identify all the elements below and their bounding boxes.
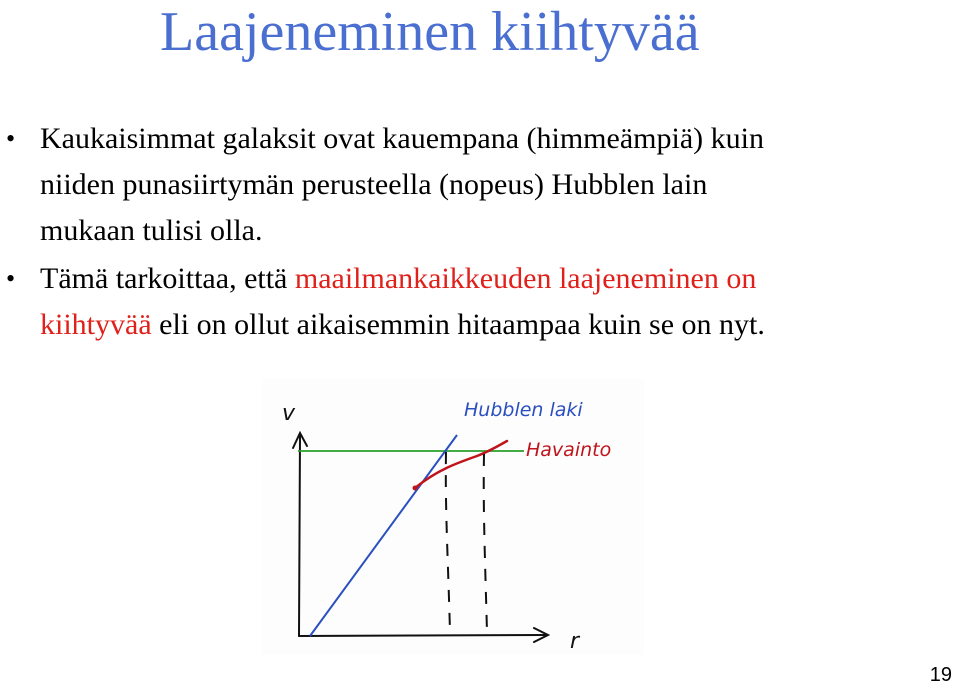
dashed-line-observed — [484, 454, 487, 632]
observation-label: Havainto — [526, 439, 612, 461]
bullet-2-prefix: Tämä tarkoittaa, että — [40, 262, 295, 295]
x-axis-label: r — [570, 629, 580, 654]
hubble-law-label: Hubblen laki — [464, 399, 583, 421]
dashed-line-hubble — [446, 452, 450, 632]
hubble-law-line — [310, 435, 457, 636]
slide-title: Laajeneminen kiihtyvää — [160, 1, 700, 63]
bullet-2-line-1 — [40, 262, 756, 296]
y-axis — [299, 435, 300, 636]
hubble-diagram — [262, 378, 644, 655]
bullet-2-line-2 — [40, 308, 765, 342]
bullet-2-suffix: eli on ollut aikaisemmin hitaampaa kuin se on nyt. — [151, 308, 765, 341]
page-number: 19 — [929, 664, 952, 686]
bullet-1-line-3: mukaan tulisi olla. — [40, 214, 263, 247]
y-axis-label: v — [282, 401, 296, 426]
observation-point — [413, 486, 418, 491]
bullet-2-highlight-1: maailmankaikkeuden laajeneminen on — [294, 262, 757, 295]
observation-curve — [415, 441, 507, 488]
bullet-marker: • — [6, 124, 16, 153]
x-axis — [299, 635, 546, 636]
bullet-1-line-2: niiden punasiirtymän perusteella (nopeus) Hubblen lain — [40, 168, 708, 201]
axes — [293, 433, 548, 642]
bullet-marker: • — [6, 264, 16, 293]
bullet-1-line-1: Kaukaisimmat galaksit ovat kauempana (himmeämpiä) kuin — [40, 122, 764, 155]
bullet-2-highlight-2: kiihtyvää — [40, 308, 152, 341]
